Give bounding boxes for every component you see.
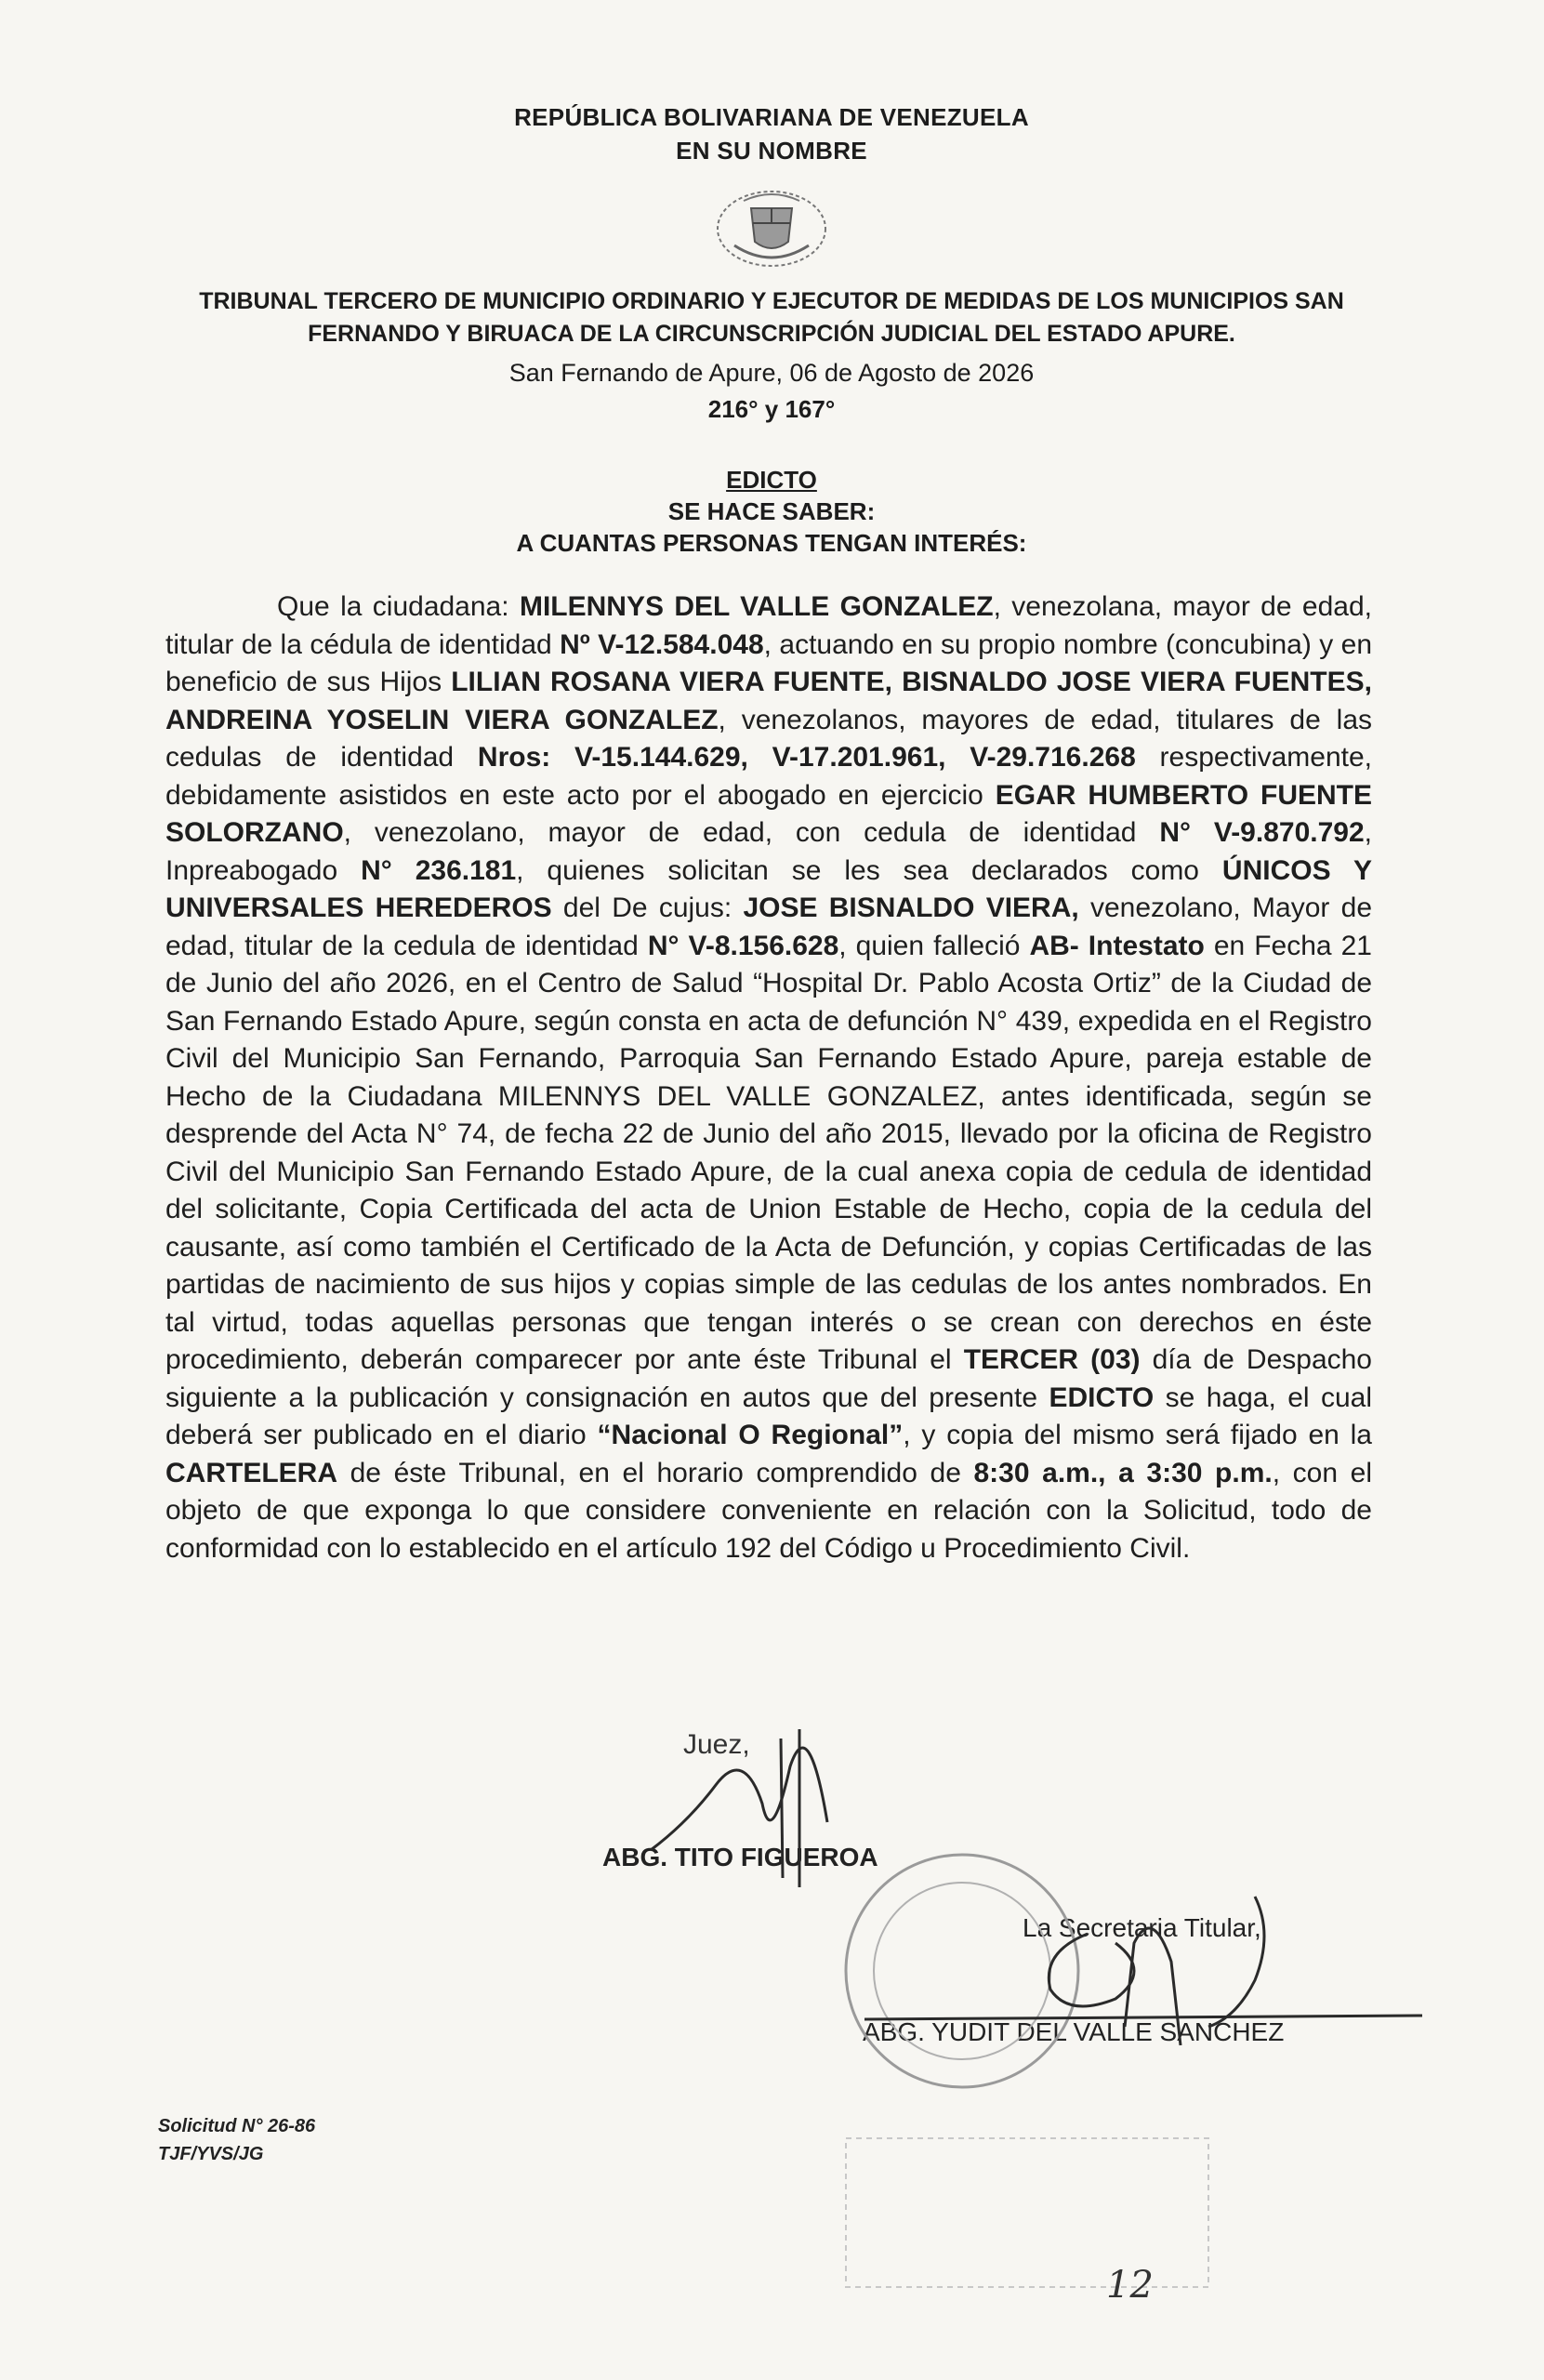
- body-text: , quienes solicitan se les sea declarados como: [516, 854, 1222, 886]
- body-bold: 8:30 a.m., a 3:30 p.m.: [973, 1457, 1273, 1488]
- body-text: , con el objeto de que exponga lo que considere conveniente en relación con la Solicitud, todo de conformidad con lo establecido en el artículo 192 del Código u Procedimiento Civil.: [165, 1457, 1372, 1564]
- body-bold: MILENNYS DEL VALLE GONZALEZ: [519, 591, 994, 622]
- notice-line-2: A CUANTAS PERSONAS TENGAN INTERÉS:: [516, 529, 1027, 557]
- page-number: 12: [1106, 2264, 1154, 2307]
- tribunal-name: TRIBUNAL TERCERO DE MUNICIPIO ORDINARIO Y EJECUTOR DE MEDIDAS DE LOS MUNICIPIOS SAN FERNANDO Y BIRUACA DE LA CIRCUNSCRIPCIÓN JUDICIAL DEL ESTADO APURE.: [199, 288, 1344, 347]
- body-text: del De cujus:: [551, 892, 744, 923]
- judge-signature: [651, 1729, 827, 1887]
- body-bold: AB- Intestato: [1029, 930, 1205, 961]
- notice-line-1: SE HACE SABER:: [667, 497, 876, 525]
- body-text: de éste Tribunal, en el horario comprendido de: [337, 1457, 974, 1488]
- secretary-title: La Secretaria Titular,: [1023, 1913, 1261, 1942]
- body-bold: N° V-8.156.628: [647, 930, 839, 961]
- body-bold: JOSE BISNALDO VIERA,: [743, 892, 1079, 923]
- body-bold: EDICTO: [1049, 1382, 1155, 1413]
- body-bold: Nº V-12.584.048: [560, 628, 764, 660]
- body-text: venezolano, Mayor de edad, titular de la cedula de identidad: [165, 892, 1373, 961]
- judge-name: ABG. TITO FIGUEROA: [602, 1843, 878, 1871]
- judge-title: Juez,: [683, 1729, 750, 1760]
- body-text: día de Despacho siguiente a la publicación y consignación en autos que del presente: [165, 1344, 1372, 1413]
- body-text: , venezolano, mayor de edad, con cedula de identidad: [343, 817, 1160, 848]
- body-text: , venezolanos, mayores de edad, titulares de las cedulas de identidad: [165, 704, 1372, 773]
- in-name-heading: EN SU NOMBRE: [676, 137, 867, 165]
- court-stamp: [846, 1855, 1078, 2087]
- body-text: , actuando en su propio nombre (concubina) y en beneficio de sus Hijos: [165, 628, 1373, 697]
- body-bold: N° V-9.870.792: [1159, 817, 1365, 848]
- initials: TJF/YVS/JG: [158, 2144, 264, 2164]
- body-bold: “Nacional O Regional”: [597, 1420, 904, 1450]
- independence-years: 216° y 167°: [707, 395, 836, 423]
- body-text: respectivamente, debidamente asistidos en este acto por el abogado en ejercicio: [165, 742, 1372, 811]
- body-bold: N° 236.181: [361, 854, 517, 886]
- body-text: , quien falleció: [838, 930, 1030, 961]
- request-number: Solicitud N° 26-86: [158, 2116, 316, 2136]
- body-bold: CARTELERA: [165, 1457, 337, 1488]
- body-text: , venezolana, mayor de edad, titular de la cédula de identidad: [165, 591, 1372, 660]
- body-bold: ÚNICOS Y UNIVERSALES HEREDEROS: [165, 854, 1372, 923]
- body-bold: TERCER (03): [963, 1344, 1141, 1375]
- place-and-date: San Fernando de Apure, 06 de Agosto de 2026: [508, 359, 1035, 387]
- secretary-signature: [864, 1897, 1422, 2045]
- body-text: , Inpreabogado: [165, 817, 1372, 886]
- body-bold: EGAR HUMBERTO FUENTE SOLORZANO: [165, 779, 1372, 848]
- body-text: Que la ciudadana:: [277, 591, 520, 622]
- body-bold: LILIAN ROSANA VIERA FUENTE, BISNALDO JOSE VIERA FUENTES, ANDREINA YOSELIN VIERA GONZALEZ: [165, 667, 1372, 735]
- bottom-right-faint-stamp: [846, 2138, 1208, 2287]
- country-heading: REPÚBLICA BOLIVARIANA DE VENEZUELA: [514, 103, 1029, 131]
- body-text: en Fecha 21 de Junio del año 2026, en el Centro de Salud “Hospital Dr. Pablo Acosta Ortiz” de la Ciudad de San Fernando Estado Apure, según consta en acta de defunción N° 439, expedida en el Registro Civil del Municipio San Fernando, Parroquia San Fernando Estado Apure, pareja estable de Hecho de la Ciudadana MILENNYS DEL VALLE GONZALEZ, antes identificada, según se desprende del Acta N° 74, de fecha 22 de Junio del año 2015, llevado por la oficina de Registro Civil del Municipio San Fernando Estado Apure, de la cual anexa copia de cedula de identidad del solicitante, Copia Certificada del acta de Union Estable de Hecho, copia de la cedula del causante, así como también el Certificado de la Acta de Defunción, y copias Certificadas de las partidas de nacimiento de sus hijos y copias simple de las cedulas de los antes nombrados. En tal virtud, todas aquellas personas que tengan interés o se crean con derechos en éste procedimiento, deberán comparecer por ante éste Tribunal el: [165, 930, 1372, 1375]
- body-text: se haga, el cual deberá ser publicado en el diario: [165, 1382, 1373, 1450]
- secretary-name: ABG. YUDIT DEL VALLE SANCHEZ: [863, 2017, 1285, 2046]
- notice-title: EDICTO: [726, 466, 817, 494]
- document-footer: [158, 2112, 315, 2168]
- body-text: , y copia del mismo será fijado en la: [903, 1420, 1372, 1450]
- body-bold: Nros: V-15.144.629, V-17.201.961, V-29.716.268: [477, 742, 1136, 773]
